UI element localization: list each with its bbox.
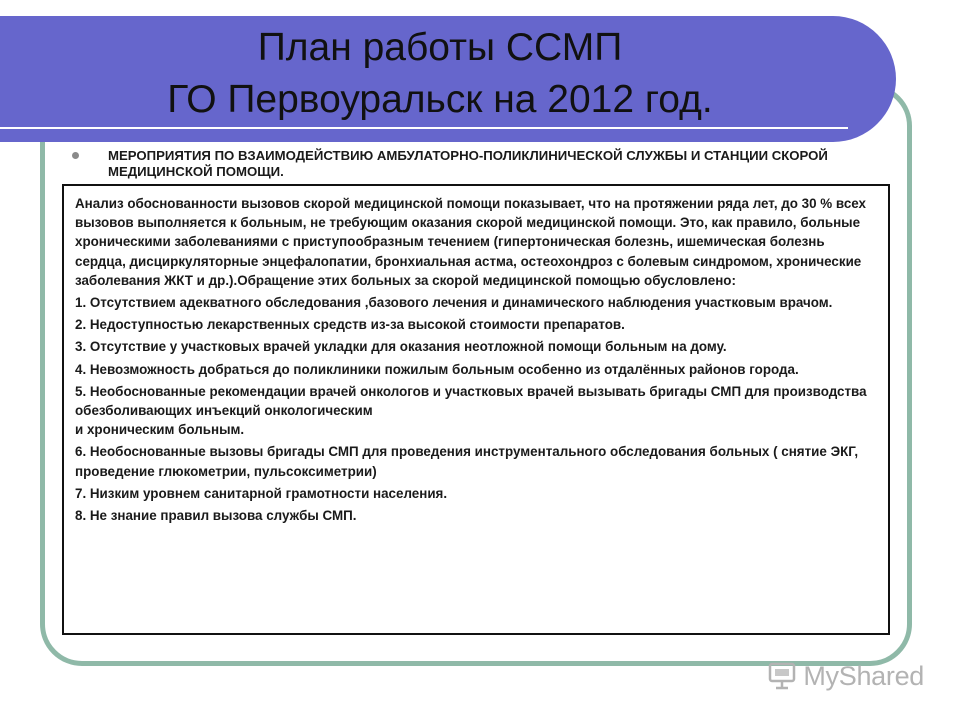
paragraph-item-7: 7. Низким уровнем санитарной грамотности населения. bbox=[75, 485, 448, 501]
bullet-text: МЕРОПРИЯТИЯ ПО ВЗАИМОДЕЙСТВИЮ АМБУЛАТОРНО-ПОЛИКЛИНИЧЕСКОЙ СЛУЖБЫ И СТАНЦИИ СКОРОЙ МЕДИЦИНСКОЙ ПОМОЩИ. bbox=[108, 148, 828, 179]
paragraph-item-8: 8. Не знание правил вызова службы СМП. bbox=[75, 508, 357, 524]
watermark-text: MyShared bbox=[803, 660, 924, 691]
bullet-dot-icon bbox=[72, 152, 79, 159]
paragraph-intro: Анализ обоснованности вызовов скорой медицинской помощи показывает, что на протяжении ряда лет, до 30 % всех вызовов выполняется к больным, не требующим оказания скорой медицинской помощи. Это, как правило, больные хроническими заболеваниями с приступообразным течением (гипертоническая болезнь, ишемическая болезнь сердца, дисциркуляторные энцефалопатии, бронхиальная астма, остеохондроз с болевым синдромом, хронические заболевания ЖКТ и др.).Обращение этих больных за скорой медицинской помощью обусловлено: bbox=[75, 196, 866, 288]
paragraph-item-5-continued: и хроническим больным. bbox=[75, 422, 245, 438]
watermark bbox=[767, 658, 924, 694]
title-underline bbox=[0, 127, 848, 129]
presentation-icon bbox=[767, 661, 797, 691]
paragraph-item-5: 5. Необоснованные рекомендации врачей онкологов и участковых врачей вызывать бригады СМП для производства обезболивающих инъекций онкологическим bbox=[75, 383, 867, 419]
paragraph-item-4: 4. Невозможность добраться до поликлиники пожилым больным особенно из отдалённых районов города. bbox=[75, 361, 799, 377]
title-line-2: ГО Первоуральск на 2012 год. bbox=[167, 78, 713, 121]
paragraph-item-1: 1. Отсутствием адекватного обследования ,базового лечения и динамического наблюдения участковым врачом. bbox=[75, 295, 833, 311]
paragraph-item-3: 3. Отсутствие у участковых врачей укладки для оказания неотложной помощи больным на дому. bbox=[75, 339, 727, 355]
slide-title bbox=[0, 22, 880, 126]
content-box bbox=[62, 184, 890, 635]
paragraph-item-6: 6. Необоснованные вызовы бригады СМП для проведения инструментального обследования больных ( снятие ЭКГ, проведение глюкометрии, пульсоксиметрии) bbox=[75, 444, 859, 479]
paragraph-item-2: 2. Недоступностью лекарственных средств из-за высокой стоимости препаратов. bbox=[75, 317, 625, 333]
title-line-1: План работы ССМП bbox=[257, 26, 623, 69]
